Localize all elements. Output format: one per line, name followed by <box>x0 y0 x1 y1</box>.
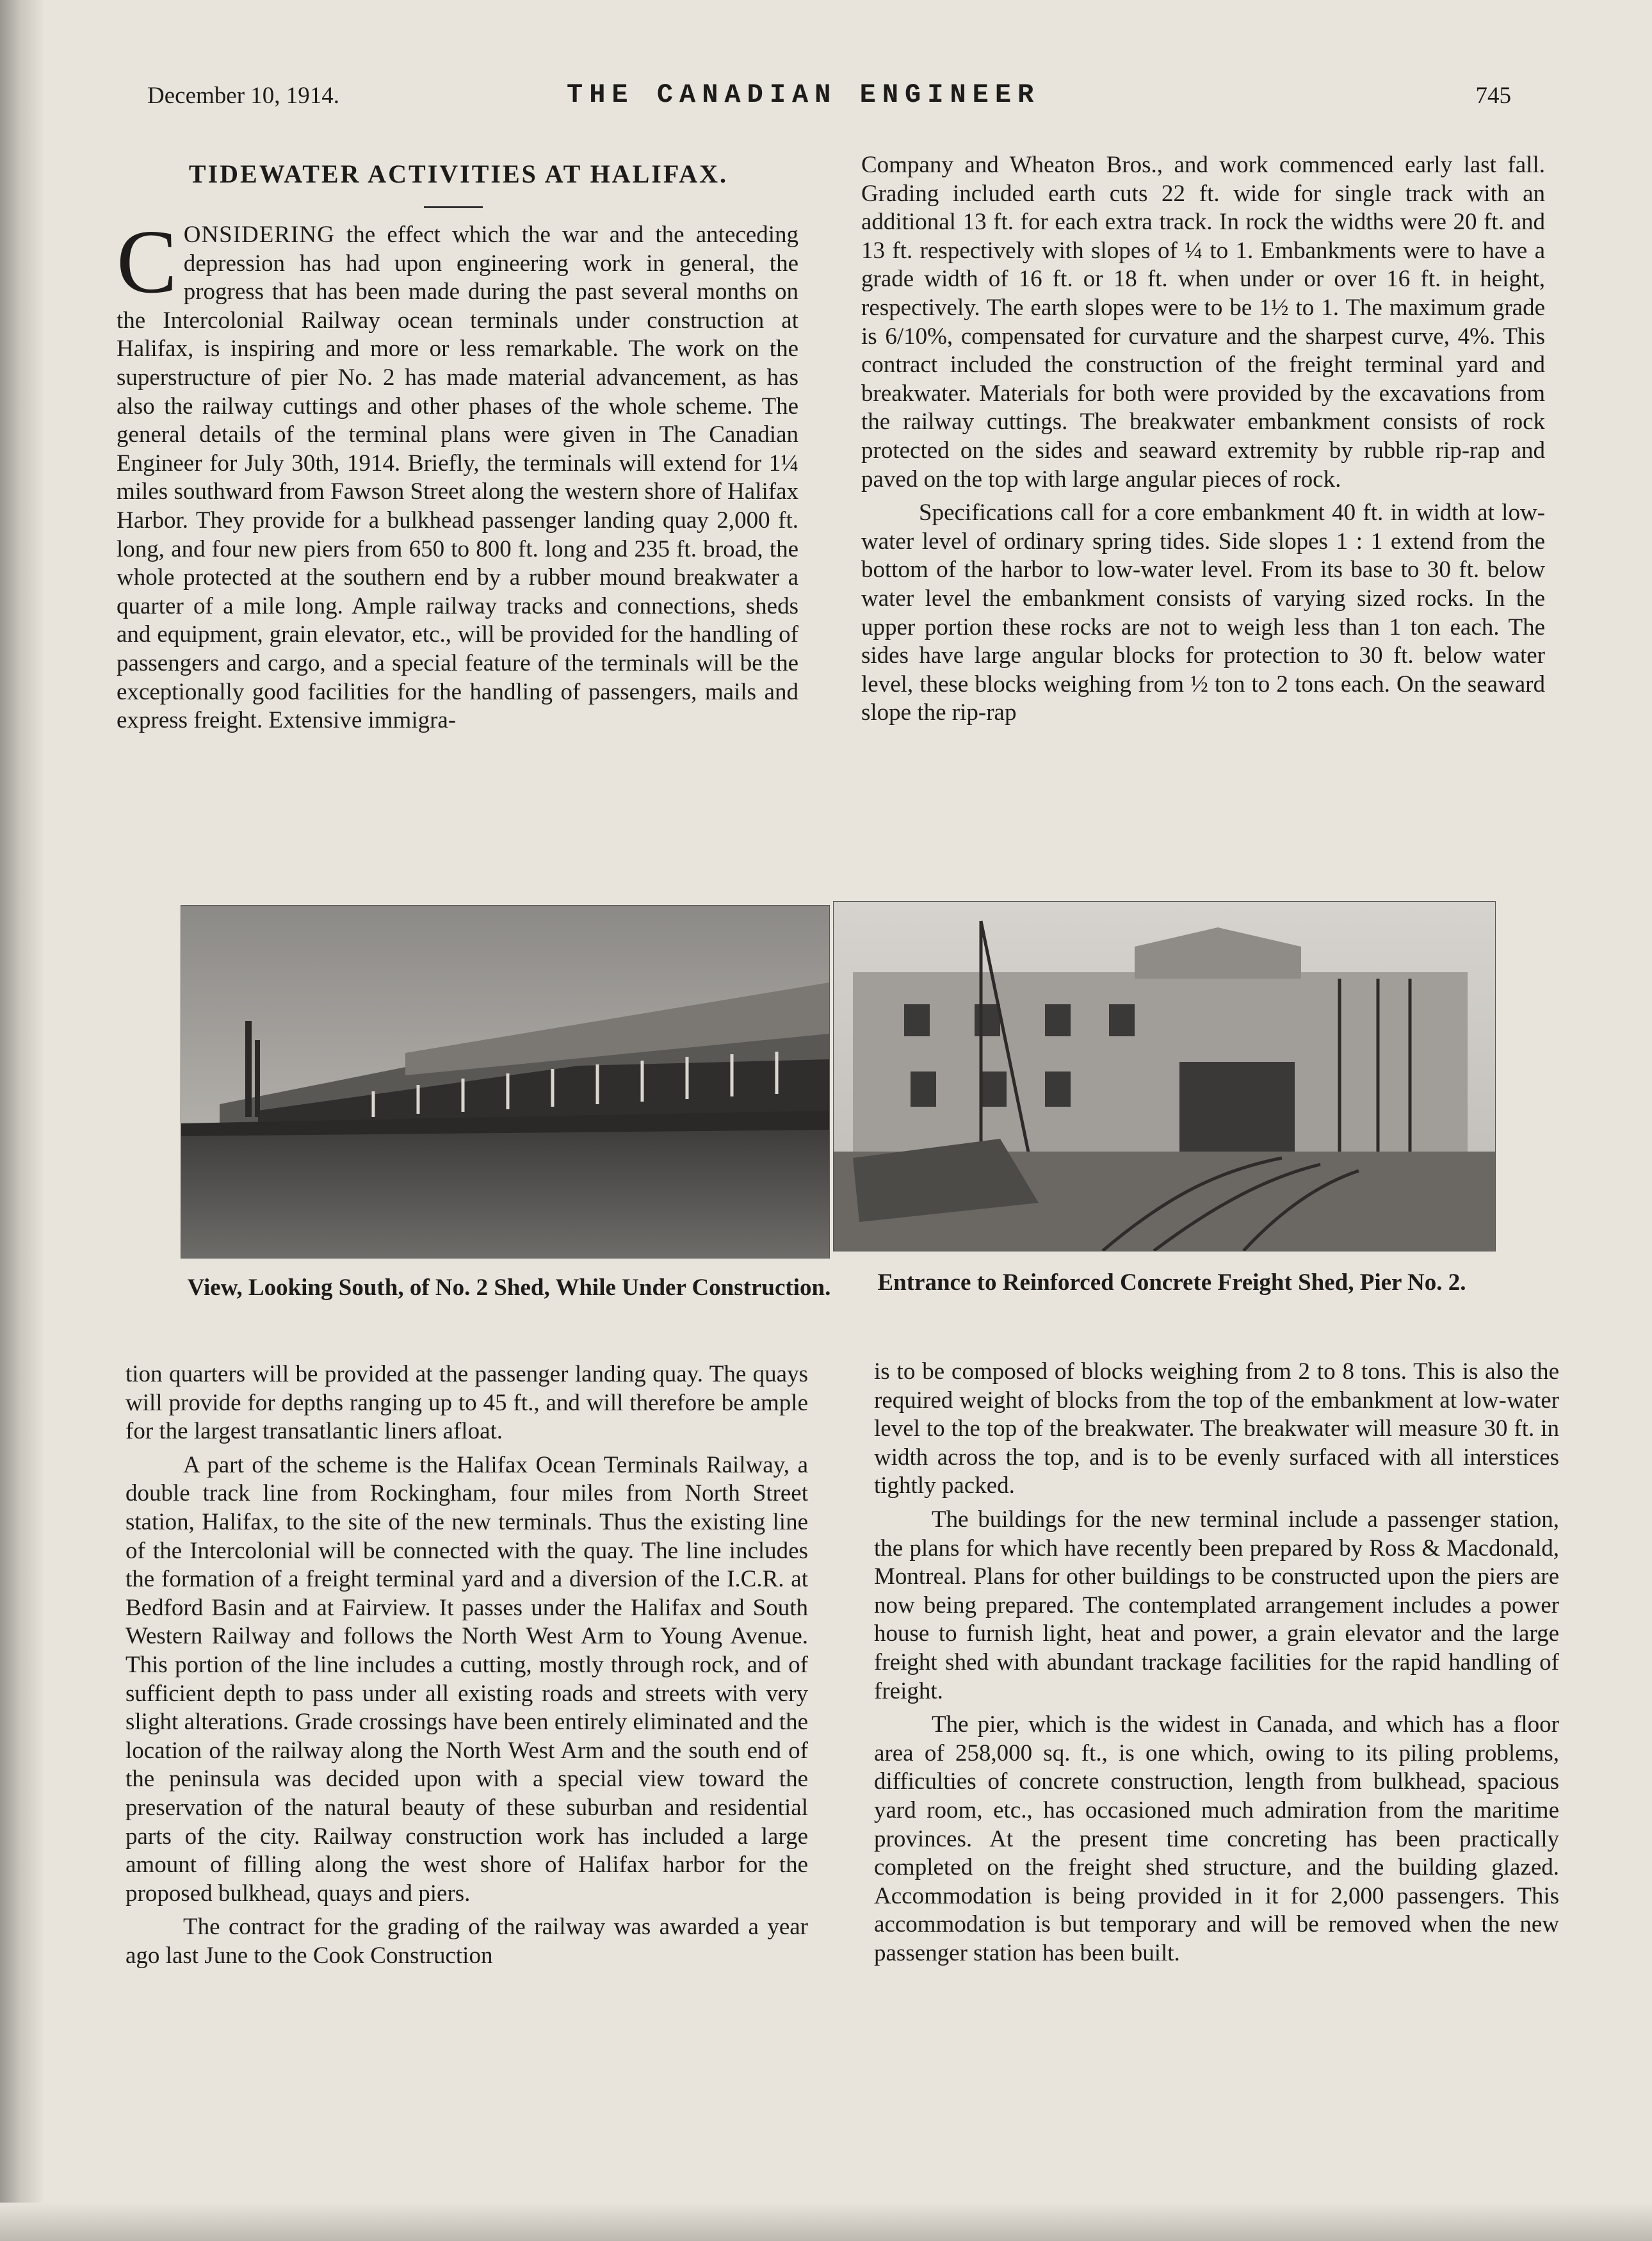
opening-word: ONSIDERING <box>183 222 335 248</box>
paragraph: is to be composed of blocks weighing from 2 to 8 tons. This is also the required weight of blocks from the top of the embankment at low-water level to the top of the breakwater. The breakwater will measure 30 ft. in width across the top, and is to be evenly surfaced with all interstices tightly packed. <box>874 1358 1559 1499</box>
photo-freight-shed-entrance <box>833 901 1496 1251</box>
column-top-right <box>861 151 1545 728</box>
harbor-shed-photo-image <box>181 906 829 1258</box>
column-bottom-left <box>126 1360 808 1970</box>
paragraph: A part of the scheme is the Halifax Ocean Terminals Railway, a double track line from Rockingham, four miles from North Street station, Halifax, to the site of the new terminals. Thus the existing line of the Intercolonial will be connected with the quay. The line includes the formation of a freight terminal yard and a diversion of the I.C.R. at Bedford Basin and at Fairview. It passes under the Halifax and South Western Railway and follows the North West Arm to Young Avenue. This portion of the line includes a cutting, mostly through rock, and of sufficient depth to pass under all existing roads and streets with very slight alterations. Grade crossings have been entirely eliminated and the location of the railway along the North West Arm and the south end of the peninsula was decided upon with a special view toward the preservation of the natural beauty of these suburban and residential parts of the city. Railway construction work has included a large amount of filling along the west shore of Halifax harbor for the proposed bulkhead, quays and piers. <box>126 1451 808 1907</box>
drop-cap: C <box>117 211 177 312</box>
page-number: 745 <box>1475 83 1511 109</box>
journal-title: THE CANADIAN ENGINEER <box>567 79 1041 110</box>
column-bottom-right <box>874 1358 1559 1968</box>
column-top-left <box>117 211 798 735</box>
paragraph: Company and Wheaton Bros., and work commenced early last fall. Grading included earth cuts 22 ft. wide for single track with an additional 13 ft. for each extra track. In rock the widths were 20 ft. and 13 ft. respectively with slopes of ¼ to 1. Embankments were to have a grade width of 16 ft. or 18 ft. when under or over 16 ft. in height, respectively. The earth slopes were to be 1½ to 1. The maximum grade is 6/10%, compensated for curvature and the sharpest curve, 4%. This contract included the construction of the freight terminal yard and breakwater. Materials for both were provided by the excavations from the railway cuttings. The breakwater embankment consists of rock protected on the sides and seaward extremity by rubble rip-rap and paved on the top with large angular pieces of rock. <box>861 152 1545 493</box>
figure-caption-right: Entrance to Reinforced Concrete Freight Shed, Pier No. 2. <box>877 1269 1466 1296</box>
paragraph: Specifications call for a core embankment 40 ft. in width at low-water level of ordinary spring tides. Side slopes 1 : 1 extend from the bottom of the harbor to low-water level. From its base to 30 ft. below water level the embankment consists of varying sized rocks. In the upper portion these rocks are not to weigh less than 1 ton each. The sides have large angular blocks for protection to 30 ft. below water level, these blocks weighing from ½ ton to 2 tons each. On the seaward slope the rip-rap <box>861 500 1545 726</box>
issue-date: December 10, 1914. <box>147 83 340 109</box>
freight-shed-photo-image <box>834 902 1495 1251</box>
photo-shed-under-construction <box>181 905 830 1259</box>
figure-caption-left: View, Looking South, of No. 2 Shed, While Under Construction. <box>187 1275 831 1301</box>
page-bottom-shadow <box>0 2203 1652 2241</box>
paragraph: The contract for the grading of the railway was awarded a year ago last June to the Cook Construction <box>126 1914 808 1969</box>
paragraph: tion quarters will be provided at the passenger landing quay. The quays will provide for depths ranging up to 45 ft., and will therefore be ample for the largest transatlantic liners afloat. <box>126 1361 808 1445</box>
article-title: TIDEWATER ACTIVITIES AT HALIFAX. <box>188 159 729 188</box>
title-rule <box>424 206 483 208</box>
paragraph-text: the effect which the war and the anteceding depression has had upon engineering work in general, the progress that has been made during the past several months on the Intercolonial Railway ocean terminals under construction at Halifax, is inspiring and more or less remarkable. The work on the superstructure of pier No. 2 has made material advancement, as has also the railway cuttings and other phases of the whole scheme. The general details of the terminal plans were given in The Canadian Engineer for July 30th, 1914. Briefly, the terminals will extend for 1¼ miles southward from Fawson Street along the western shore of Halifax Harbor. They provide for a bulkhead passenger landing quay 2,000 ft. long, and four new piers from 650 to 800 ft. long and 235 ft. broad, the whole protected at the southern end by a rubber mound breakwater a quarter of a mile long. Ample railway tracks and connections, sheds and equipment, grain elevator, etc., will be provided for the handling of passengers and cargo, and a special feature of the terminals will be the exceptionally good facilities for the handling of passengers, mails and express freight. Extensive immigra- <box>117 222 798 734</box>
paragraph: The pier, which is the widest in Canada, and which has a floor area of 258,000 sq. ft., is one which, owing to its piling problems, difficulties of concrete construction, length from bulkhead, spacious yard room, etc., has occasioned much admiration from the maritime provinces. At the present time concreting has been practically completed on the freight shed structure, and the building glazed. Accommodation is being provided in it for 2,000 passengers. This accommodation is but temporary and will be removed when the new passenger station has been built. <box>874 1711 1559 1966</box>
paragraph: The buildings for the new terminal include a passenger station, the plans for which have recently been prepared by Ross & Macdonald, Montreal. Plans for other buildings to be constructed upon the piers are now being prepared. The contemplated arrangement includes a power house to furnish light, heat and power, a grain elevator and the large freight shed with abundant trackage facilities for the rapid handling of freight. <box>874 1506 1559 1704</box>
page-header <box>147 79 1511 120</box>
page-gutter-shadow <box>0 0 45 2241</box>
paragraph <box>117 211 798 735</box>
